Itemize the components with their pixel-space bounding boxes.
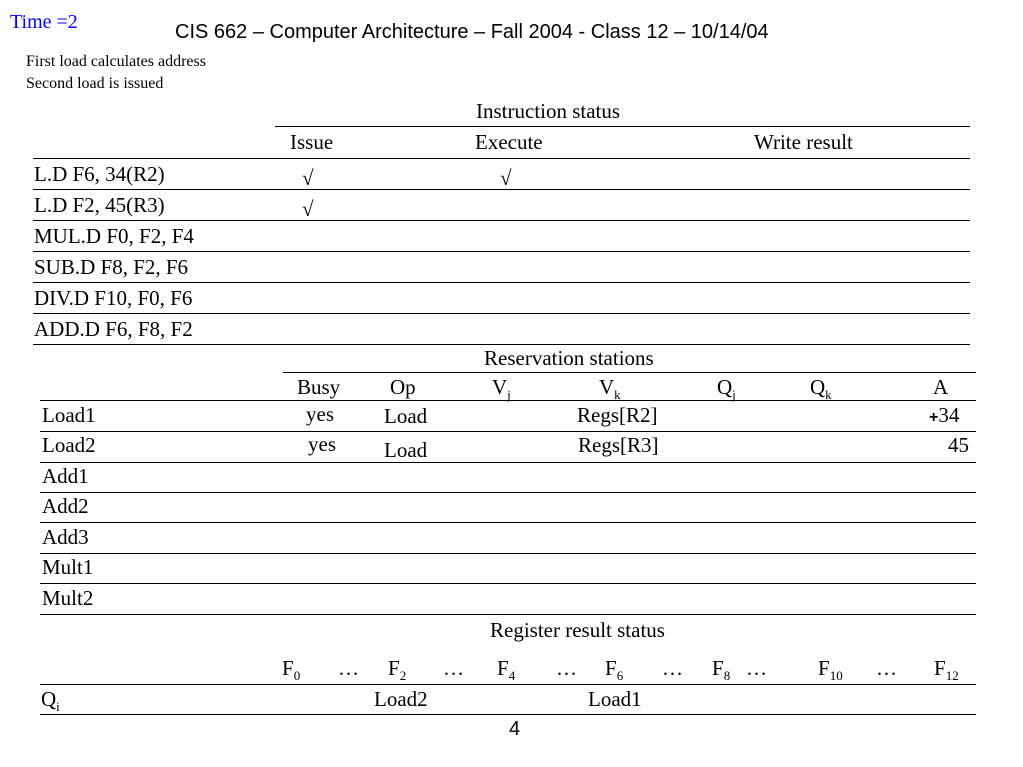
divider xyxy=(33,189,970,190)
page-number: 4 xyxy=(509,718,521,740)
col-a: A xyxy=(933,375,949,399)
ellipsis: … xyxy=(876,656,897,680)
instruction-cell: MUL.D F0, F2, F4 xyxy=(34,224,194,248)
instruction-cell: ADD.D F6, F8, F2 xyxy=(34,317,193,341)
divider xyxy=(33,344,970,345)
divider xyxy=(40,714,976,715)
station-name: Load1 xyxy=(42,403,96,427)
register-f10: $F_{10}$ xyxy=(818,656,843,683)
divider xyxy=(33,220,970,221)
ellipsis: … xyxy=(746,656,767,680)
issue-check: √ xyxy=(302,197,314,221)
station-name: Mult1 xyxy=(42,555,94,579)
station-name: Add1 xyxy=(42,464,89,488)
f6-status: Load1 xyxy=(588,687,642,711)
divider xyxy=(40,492,976,493)
col-execute: Execute xyxy=(475,130,543,154)
a-cell: 45 xyxy=(948,433,969,457)
instruction-status-title: Instruction status xyxy=(476,99,621,123)
register-f8: $F_8$ xyxy=(712,656,731,683)
divider xyxy=(40,400,976,401)
divider xyxy=(283,372,976,373)
register-status-title: Register result status xyxy=(490,618,665,642)
register-f2: $F_2$ xyxy=(388,656,407,683)
f2-status: Load2 xyxy=(374,687,428,711)
ellipsis: … xyxy=(338,656,359,680)
register-f4: $F_4$ xyxy=(497,656,516,683)
instruction-cell: DIV.D F10, F0, F6 xyxy=(34,286,193,310)
station-name: Add2 xyxy=(42,494,89,518)
station-name: Load2 xyxy=(42,433,96,457)
register-f12: $F_{12}$ xyxy=(934,656,959,683)
col-vk: $V_k$ xyxy=(599,375,621,402)
col-vj: $V_j$ xyxy=(492,375,511,402)
note-line-2: Second load is issued xyxy=(26,75,164,92)
ellipsis: … xyxy=(556,656,577,680)
divider xyxy=(33,251,970,252)
col-op: Op xyxy=(390,375,416,399)
vk-cell: Regs[R3] xyxy=(578,433,659,457)
col-qk: $Q_k$ xyxy=(810,375,832,402)
instruction-cell: L.D F2, 45(R3) xyxy=(34,193,165,217)
vk-cell: Regs[R2] xyxy=(577,403,658,427)
ellipsis: … xyxy=(443,656,464,680)
divider xyxy=(33,313,970,314)
slide-title: CIS 662 – Computer Architecture – Fall 2004 - Class 12 – 10/14/04 xyxy=(175,21,769,43)
instruction-cell: L.D F6, 34(R2) xyxy=(34,162,165,186)
station-name: Add3 xyxy=(42,525,89,549)
qi-label: $Q_i$ xyxy=(41,687,60,714)
station-name: Mult2 xyxy=(42,586,94,610)
divider xyxy=(40,684,976,685)
divider xyxy=(40,462,976,463)
a-cell: +34 xyxy=(929,403,960,427)
busy-cell: yes xyxy=(308,432,336,456)
divider xyxy=(40,553,976,554)
col-qj: $Q_j$ xyxy=(717,375,736,402)
col-issue: Issue xyxy=(290,130,334,154)
col-busy: Busy xyxy=(297,375,341,399)
divider xyxy=(40,583,976,584)
col-write-result: Write result xyxy=(754,130,853,154)
op-cell: Load xyxy=(384,404,428,428)
ellipsis: … xyxy=(662,656,683,680)
divider xyxy=(33,282,970,283)
instruction-cell: SUB.D F8, F2, F6 xyxy=(34,255,189,279)
divider xyxy=(40,431,976,432)
op-cell: Load xyxy=(384,438,428,462)
issue-check: √ xyxy=(302,166,314,190)
busy-cell: yes xyxy=(306,402,334,426)
divider xyxy=(40,522,976,523)
divider xyxy=(33,158,970,159)
register-f0: $F_0$ xyxy=(282,656,301,683)
execute-check: √ xyxy=(500,166,512,190)
note-line-1: First load calculates address xyxy=(26,53,206,70)
time-label: Time =2 xyxy=(10,11,78,33)
register-f6: $F_6$ xyxy=(605,656,624,683)
divider xyxy=(275,126,970,127)
divider xyxy=(40,614,976,615)
reservation-stations-title: Reservation stations xyxy=(484,346,654,370)
